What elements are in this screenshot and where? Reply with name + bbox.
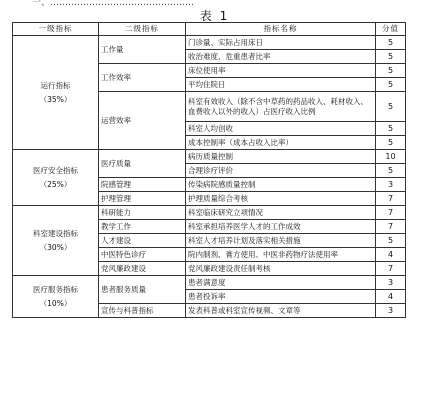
level1-indicator — [13, 36, 99, 150]
header-score: 分值 — [376, 23, 406, 36]
indicator-table — [12, 22, 406, 318]
indicator-name: 院内制剂、膏方使用、中医非药物疗法使用率 — [186, 248, 376, 262]
level2-indicator: 人才建设 — [99, 234, 186, 248]
indicator-name: 成本控制率（成本占收入比率） — [186, 136, 376, 150]
level1-name: 医疗服务指标 — [33, 284, 78, 294]
indicator-name: 患者投诉率 — [186, 290, 376, 304]
score-value: 7 — [376, 262, 406, 276]
indicator-name: 患者满意度 — [186, 276, 376, 290]
level1-weight: （10%） — [39, 298, 72, 308]
indicator-name: 护理质量综合考核 — [186, 192, 376, 206]
indicator-name: 收治难度、危重患者比率 — [186, 50, 376, 64]
level2-indicator: 宣传与科普指标 — [99, 304, 186, 318]
score-value: 7 — [376, 206, 406, 220]
score-value: 5 — [376, 92, 406, 122]
score-value: 5 — [376, 122, 406, 136]
level2-indicator: 院感管理 — [99, 178, 186, 192]
table-row — [13, 36, 406, 50]
cut-off-caption: 一、………………………………………… — [32, 0, 195, 8]
score-value: 4 — [376, 248, 406, 262]
score-value: 4 — [376, 290, 406, 304]
indicator-name: 科室人才培养计划及落实相关措施 — [186, 234, 376, 248]
level1-weight: （25%） — [39, 179, 72, 189]
level2-indicator: 护理管理 — [99, 192, 186, 206]
level1-weight: （30%） — [39, 242, 72, 252]
score-value: 3 — [376, 304, 406, 318]
indicator-name: 发表科普或科室宣传视频、文章等 — [186, 304, 376, 318]
level2-indicator: 患者服务质量 — [99, 276, 186, 304]
level2-indicator: 科研能力 — [99, 206, 186, 220]
level1-name: 医疗安全指标 — [33, 165, 78, 175]
table-row — [13, 206, 406, 220]
level1-weight: （35%） — [39, 94, 72, 104]
level1-indicator — [13, 206, 99, 276]
header-level1: 一级指标 — [13, 23, 99, 36]
score-value: 5 — [376, 234, 406, 248]
level2-indicator: 教学工作 — [99, 220, 186, 234]
level2-indicator: 运营效率 — [99, 92, 186, 150]
level2-indicator: 中医特色诊疗 — [99, 248, 186, 262]
level2-indicator: 工作效率 — [99, 64, 186, 92]
score-value: 7 — [376, 192, 406, 206]
level2-indicator: 医疗质量 — [99, 150, 186, 178]
indicator-name: 平均住院日 — [186, 78, 376, 92]
header-level2: 二级指标 — [99, 23, 186, 36]
indicator-name: 病历质量控制 — [186, 150, 376, 164]
indicator-name: 合理诊疗评价 — [186, 164, 376, 178]
indicator-name: 科室承担培养医学人才的工作成效 — [186, 220, 376, 234]
score-value: 3 — [376, 276, 406, 290]
level1-name: 运行指标 — [40, 80, 71, 90]
indicator-name: 科室临床研究立项情况 — [186, 206, 376, 220]
level2-indicator: 工作量 — [99, 36, 186, 64]
header-level3: 指标名称 — [186, 23, 376, 36]
table-row — [13, 276, 406, 290]
score-value: 7 — [376, 220, 406, 234]
header-row — [13, 23, 406, 36]
level1-indicator — [13, 150, 99, 206]
score-value: 5 — [376, 50, 406, 64]
indicator-name: 门诊量、实际占用床日 — [186, 36, 376, 50]
level1-indicator — [13, 276, 99, 318]
indicator-name: 传染病院感质量控制 — [186, 178, 376, 192]
score-value: 5 — [376, 164, 406, 178]
indicator-name: 床位使用率 — [186, 64, 376, 78]
score-value: 5 — [376, 78, 406, 92]
score-value: 5 — [376, 64, 406, 78]
level2-indicator: 党风廉政建设 — [99, 262, 186, 276]
level1-name: 科室建设指标 — [33, 228, 78, 238]
indicator-name: 科室人均创收 — [186, 122, 376, 136]
indicator-name: 党风廉政建设责任制考核 — [186, 262, 376, 276]
table-title: 表 1 — [199, 9, 230, 23]
score-value: 5 — [376, 136, 406, 150]
score-value: 10 — [376, 150, 406, 164]
score-value: 3 — [376, 178, 406, 192]
table-row — [13, 150, 406, 164]
indicator-name: 科室有效收入（除不含中草药的药品收入、耗材收入、血费收入以外的收入）占医疗收入比例 — [186, 92, 376, 122]
score-value: 5 — [376, 36, 406, 50]
